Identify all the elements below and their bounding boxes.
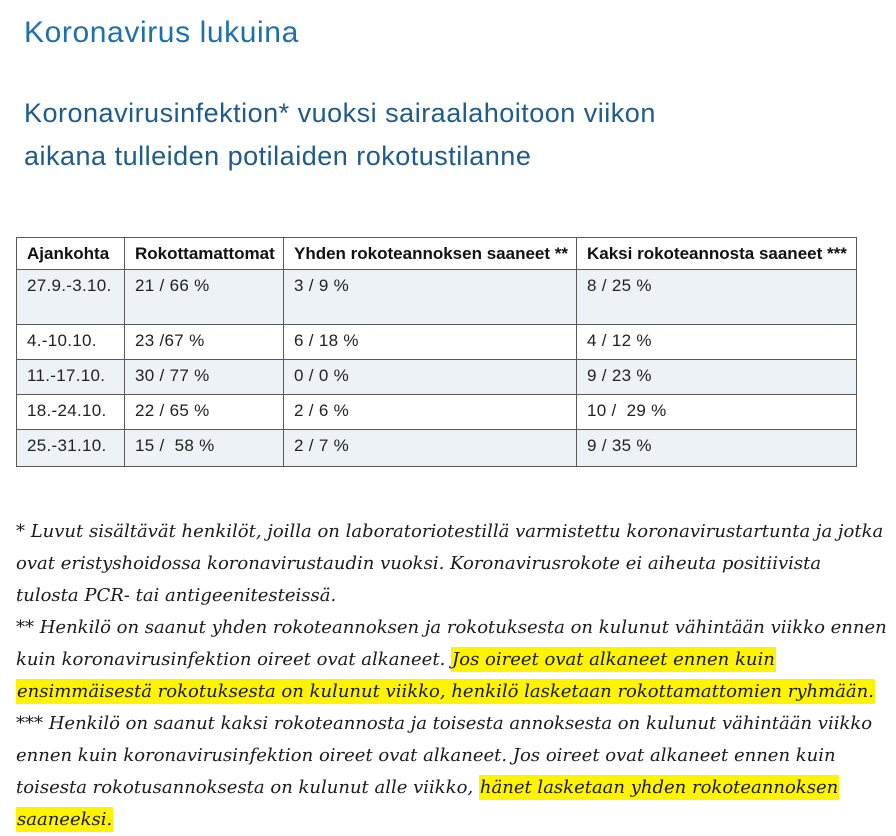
table-cell: 2 / 7 % <box>284 430 577 467</box>
table-row <box>17 430 857 467</box>
table-cell: 9 / 23 % <box>577 360 857 395</box>
column-header: Rokottamattomat <box>125 238 284 270</box>
table-cell: 6 / 18 % <box>284 325 577 360</box>
table-cell: 0 / 0 % <box>284 360 577 395</box>
table-row <box>17 270 857 325</box>
table-cell: 11.-17.10. <box>17 360 125 395</box>
table-cell: 15 / 58 % <box>125 430 284 467</box>
footnotes <box>16 516 888 836</box>
footnote-text: *** Henkilö on saanut kaksi rokoteannosta ja toisesta annoksesta on kulunut vähintään viikko ennen kuin koronavirusinfektion oireet ovat alkaneet. Jos oireet ovat alkaneet ennen kuin toisesta rokotusannoksesta on kulunut alle viikko, <box>16 713 873 798</box>
table-cell: 25.-31.10. <box>17 430 125 467</box>
table-cell: 18.-24.10. <box>17 395 125 430</box>
column-header: Kaksi rokoteannosta saaneet *** <box>577 238 857 270</box>
footnote-text: * Luvut sisältävät henkilöt, joilla on laboratoriotestillä varmistettu koronavirustartunta ja jotka ovat eristyshoidossa koronavirustaudin vuoksi. Koronavirusrokote ei aiheuta positiivista tulosta PCR- tai antigeenitesteissä. <box>16 521 884 606</box>
vaccination-status-table <box>16 237 857 467</box>
table-cell: 2 / 6 % <box>284 395 577 430</box>
highlighted-text: hänet lasketaan yhden rokoteannoksen saaneeksi. <box>17 777 839 830</box>
table-cell: 4.-10.10. <box>17 325 125 360</box>
table-cell: 10 / 29 % <box>577 395 857 430</box>
table-row <box>17 395 857 430</box>
table-cell: 4 / 12 % <box>577 325 857 360</box>
table-row <box>17 325 857 360</box>
table-header-row <box>17 238 857 270</box>
table-cell: 9 / 35 % <box>577 430 857 467</box>
table-row <box>17 360 857 395</box>
page-title: Koronavirus lukuina <box>24 16 299 49</box>
table-cell: 23 /67 % <box>125 325 284 360</box>
footnote-paragraph <box>16 516 888 612</box>
table-cell: 22 / 65 % <box>125 395 284 430</box>
table-cell: 21 / 66 % <box>125 270 284 325</box>
table-cell: 8 / 25 % <box>577 270 857 325</box>
table-cell: 27.9.-3.10. <box>17 270 125 325</box>
footnote-text: ** Henkilö on saanut yhden rokoteannoksen ja rokotuksesta on kulunut vähintään viikko ennen kuin koronavirusinfektion oireet ovat alkaneet. <box>16 617 887 670</box>
subtitle: Koronavirusinfektion* vuoksi sairaalahoitoon viikon aikana tulleiden potilaiden rokotustilanne <box>24 98 656 171</box>
column-header: Yhden rokoteannoksen saaneet ** <box>284 238 577 270</box>
footnote-paragraph <box>16 708 888 836</box>
highlighted-text: Jos oireet ovat alkaneet ennen kuin ensimmäisestä rokotuksesta on kulunut viikko, henkilö lasketaan rokottamattomien ryhmään. <box>17 649 874 702</box>
column-header: Ajankohta <box>17 238 125 270</box>
table-cell: 30 / 77 % <box>125 360 284 395</box>
footnote-paragraph <box>16 612 888 708</box>
table-body <box>17 270 857 467</box>
table-cell: 3 / 9 % <box>284 270 577 325</box>
